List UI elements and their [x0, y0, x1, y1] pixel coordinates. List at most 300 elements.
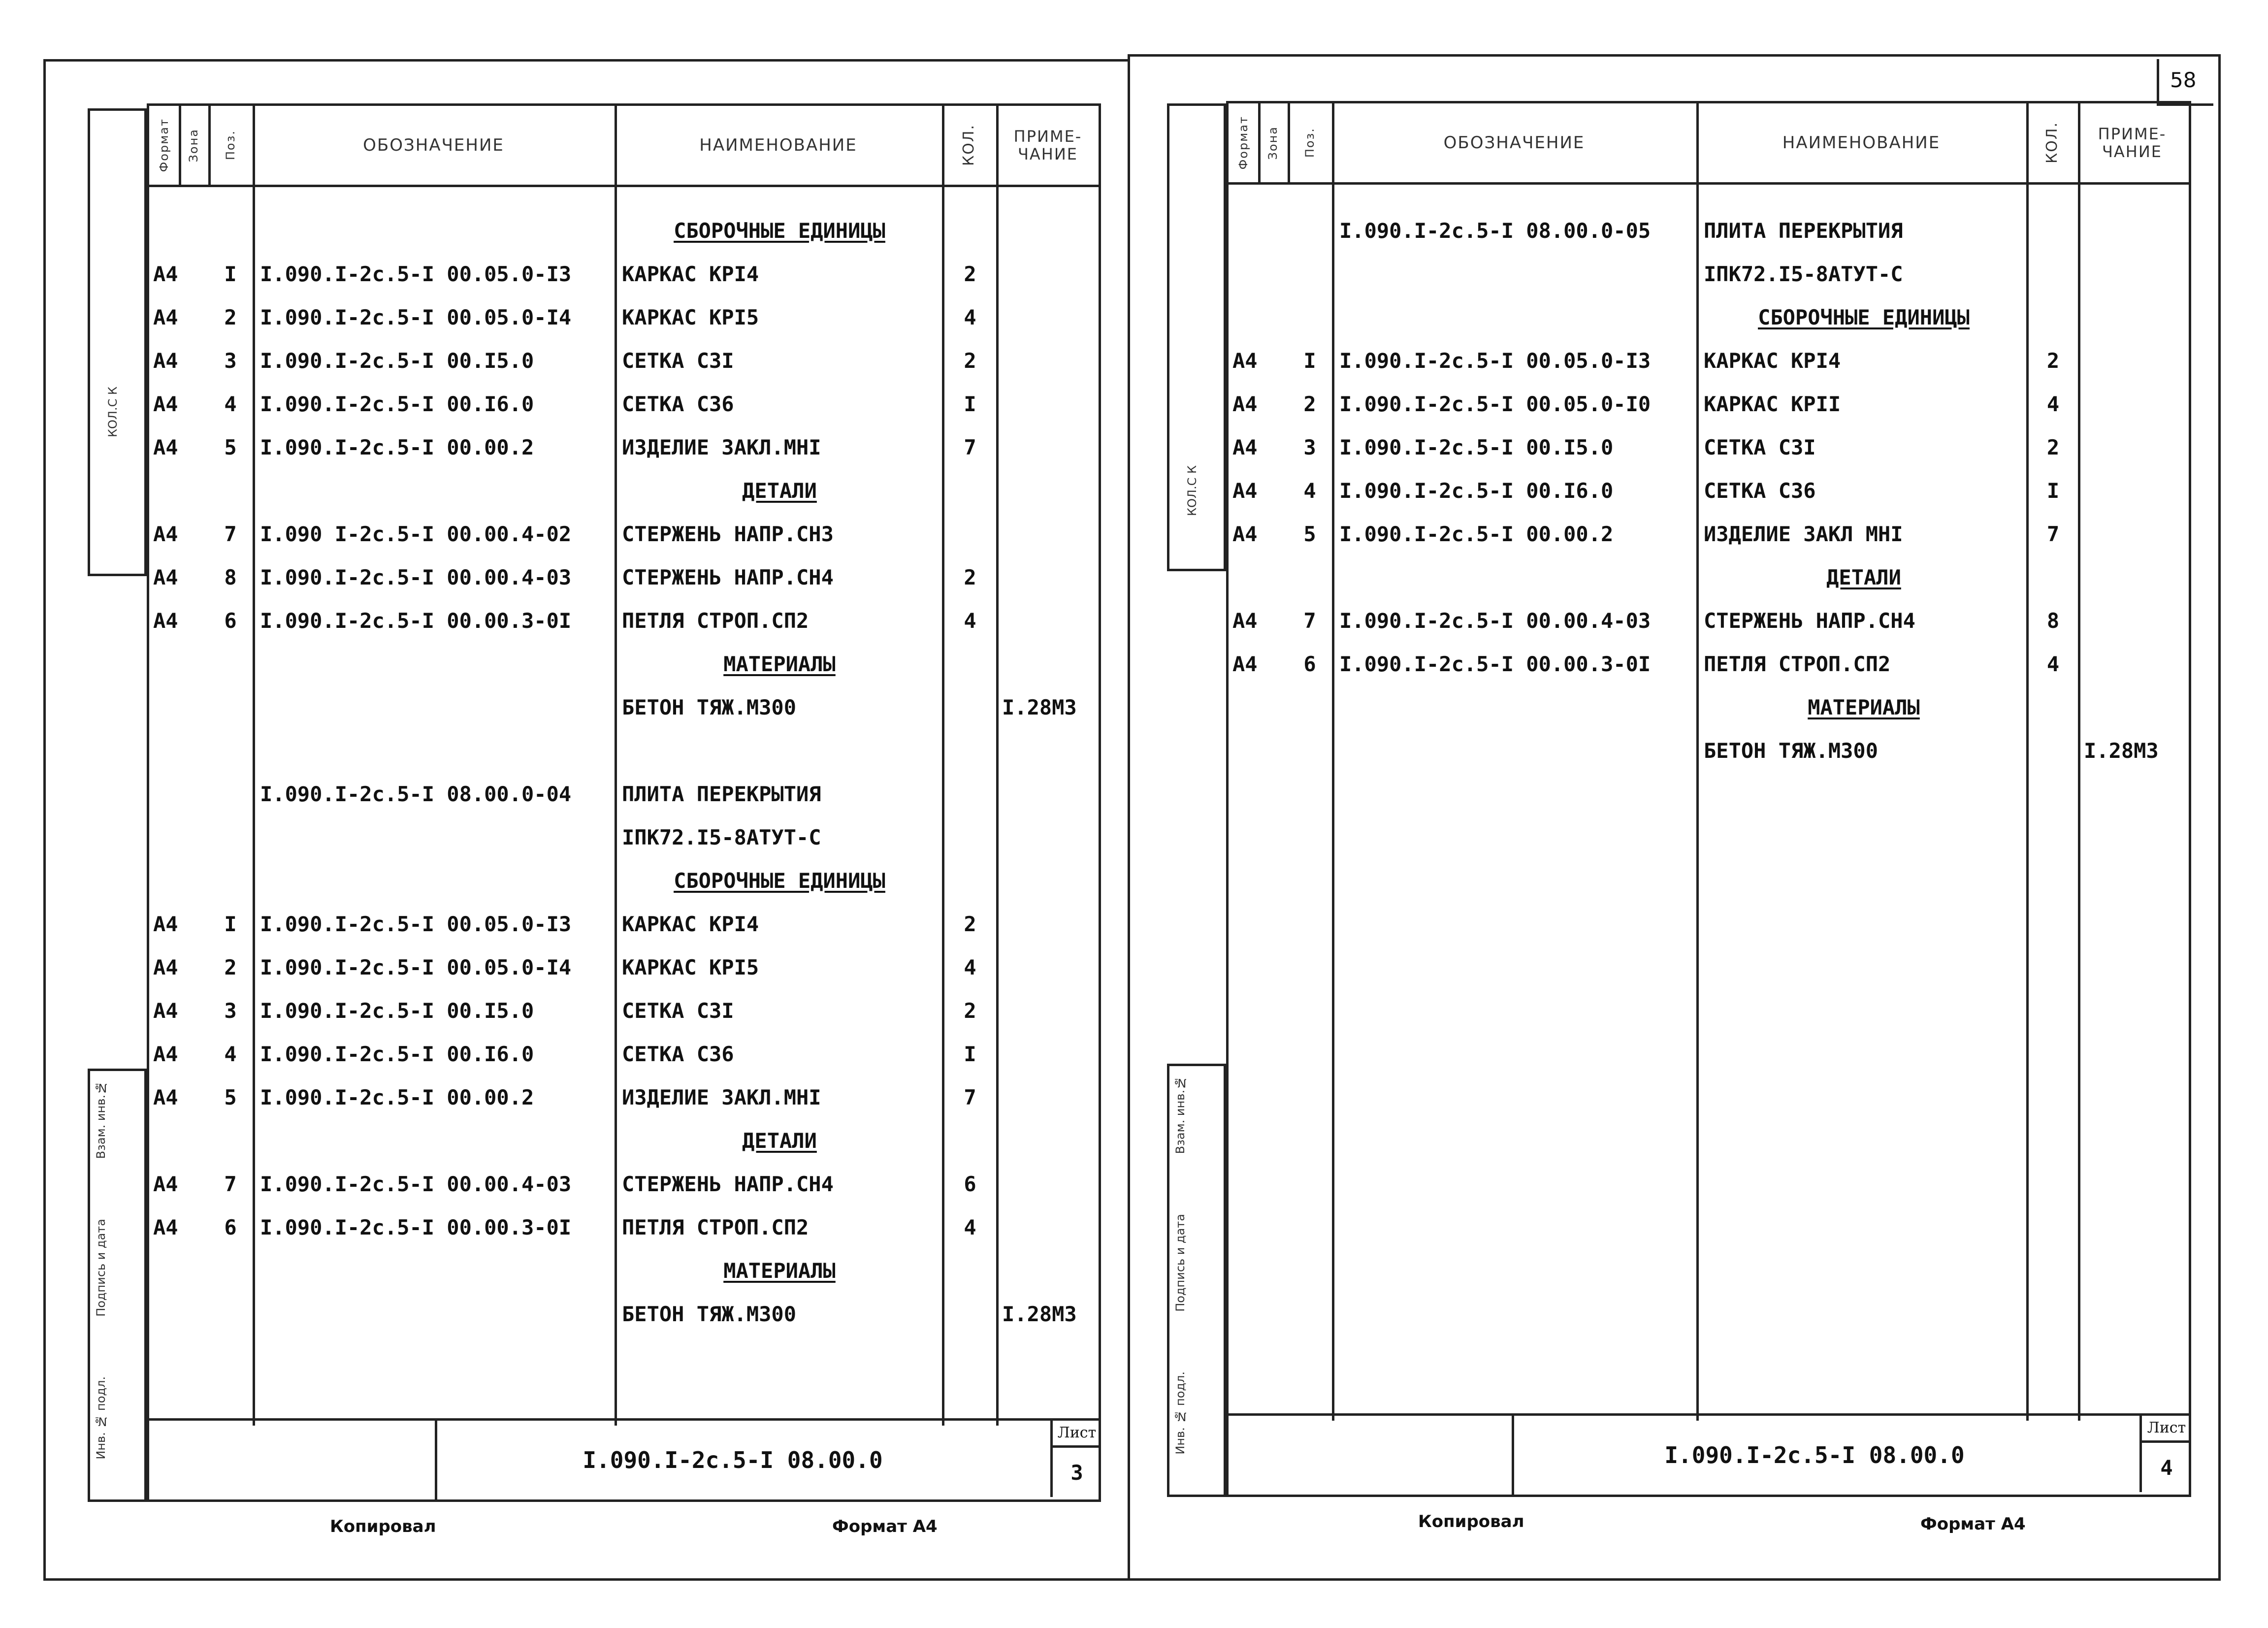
- left-side-label: КОЛ.С К: [106, 387, 120, 438]
- cell-qty: [948, 513, 992, 556]
- cell-format: А4: [1232, 349, 1258, 373]
- table-row: [149, 426, 1099, 469]
- table-row: [1229, 383, 2189, 426]
- cell-name: КАРКАС КРI4: [1704, 349, 1841, 373]
- table-row: [149, 339, 1099, 383]
- cell-designation: [1339, 686, 1694, 729]
- cell-pos: 6: [224, 1215, 237, 1239]
- cell-format: А4: [153, 349, 178, 373]
- cell-format: А4: [1232, 522, 1258, 546]
- cell-qty: 8: [2046, 609, 2060, 633]
- cell-note: [1002, 1076, 1098, 1119]
- cell-note: [2084, 513, 2187, 556]
- cell-pos: I: [1303, 349, 1316, 373]
- cell-designation: I.090.I-2с.5-I 00.I6.0: [1339, 479, 1614, 503]
- cell-pos: 3: [224, 349, 237, 373]
- cell-qty: 4: [2046, 392, 2060, 416]
- cell-designation: I.090.I-2с.5-I 00.05.0-I0: [1339, 392, 1651, 416]
- cell-qty: 2: [964, 262, 976, 286]
- right-stamp-label-2: Подпись и дата: [1173, 1214, 1187, 1312]
- table-row: [149, 816, 1099, 859]
- table-row: [149, 599, 1099, 643]
- cell-qty: 4: [964, 609, 976, 633]
- cell-format: [1232, 556, 1262, 599]
- cell-format: А4: [1232, 435, 1258, 459]
- right-sheet-number-box: [2139, 1416, 2191, 1492]
- cell-designation: I.090.I-2с.5-I 00.00.2: [260, 435, 534, 459]
- cell-qty: [2032, 686, 2074, 729]
- cell-pos: [1293, 686, 1327, 729]
- cell-qty: [948, 643, 992, 686]
- right-header-name: НАИМЕНОВАНИЕ: [1782, 133, 1941, 153]
- cell-name: ИЗДЕЛИЕ ЗАКЛ.МНI: [622, 1085, 821, 1109]
- cell-format: [153, 1249, 183, 1293]
- cell-name: СБОРОЧНЫЕ ЕДИНИЦЫ: [1758, 305, 1970, 329]
- table-row: [149, 556, 1099, 599]
- right-footer-copied: Копировал: [1418, 1512, 1524, 1531]
- cell-name: СБОРОЧНЫЕ ЕДИНИЦЫ: [674, 869, 885, 893]
- cell-name: ПЕТЛЯ СТРОП.СП2: [622, 1215, 809, 1239]
- cell-format: [153, 643, 183, 686]
- cell-qty: 4: [964, 955, 976, 979]
- cell-format: А4: [153, 565, 178, 589]
- cell-name: КАРКАС КРII: [1704, 392, 1841, 416]
- cell-format: А4: [153, 955, 178, 979]
- table-row: [1229, 426, 2189, 469]
- cell-designation: [260, 859, 612, 903]
- cell-note: [2084, 339, 2187, 383]
- table-row: [149, 903, 1099, 946]
- cell-note: [1002, 1249, 1098, 1293]
- table-row: [149, 1249, 1099, 1293]
- cell-designation: [1339, 296, 1694, 339]
- table-row: [149, 946, 1099, 989]
- cell-note: [2084, 686, 2187, 729]
- cell-format: [1232, 729, 1262, 773]
- cell-format: А4: [153, 435, 178, 459]
- table-row: [1229, 686, 2189, 729]
- cell-designation: [260, 643, 612, 686]
- table-row: [1229, 643, 2189, 686]
- cell-name: МАТЕРИАЛЫ: [723, 1259, 836, 1283]
- cell-qty: [948, 1249, 992, 1293]
- cell-designation: [260, 816, 612, 859]
- cell-note: [1002, 209, 1098, 253]
- cell-qty: I: [964, 392, 976, 416]
- cell-note: [1002, 469, 1098, 513]
- cell-designation: I.090.I-2с.5-I 00.05.0-I3: [1339, 349, 1651, 373]
- table-row: [1229, 556, 2189, 599]
- cell-qty: [2032, 556, 2074, 599]
- cell-note: [1002, 989, 1098, 1033]
- cell-note: [1002, 599, 1098, 643]
- right-sheet-number: 4: [2160, 1455, 2173, 1480]
- cell-name: КАРКАС КРI5: [622, 955, 759, 979]
- cell-designation: I.090.I-2с.5-I 00.05.0-I4: [260, 305, 572, 329]
- left-stamp-label-1: Инв. № подл.: [94, 1376, 108, 1460]
- table-row: [1229, 513, 2189, 556]
- cell-pos: [213, 773, 248, 816]
- cell-format: [1232, 296, 1262, 339]
- cell-designation: I.090.I-2с.5-I 08.00.0-05: [1339, 219, 1651, 243]
- cell-note: [1002, 556, 1098, 599]
- left-sheet-label: Лист: [1053, 1421, 1101, 1448]
- left-footer-copied: Копировал: [330, 1517, 436, 1536]
- table-row: [149, 1119, 1099, 1163]
- cell-format: А4: [153, 1172, 178, 1196]
- table-row: [149, 1206, 1099, 1249]
- cell-name: КАРКАС КРI5: [622, 305, 759, 329]
- cell-note: [2084, 383, 2187, 426]
- table-row: [149, 469, 1099, 513]
- cell-qty: 7: [964, 1085, 976, 1109]
- cell-qty: [2032, 253, 2074, 296]
- cell-format: [153, 859, 183, 903]
- cell-name: ИЗДЕЛИЕ ЗАКЛ.МНI: [622, 435, 821, 459]
- cell-designation: I.090.I-2с.5-I 00.00.2: [1339, 522, 1614, 546]
- cell-pos: 7: [224, 1172, 237, 1196]
- cell-name: СЕТКА С3I: [622, 999, 734, 1023]
- cell-format: А4: [1232, 609, 1258, 633]
- cell-format: [1232, 686, 1262, 729]
- cell-pos: 4: [224, 392, 237, 416]
- cell-pos: 3: [1303, 435, 1316, 459]
- left-header-format: Формат: [157, 118, 171, 172]
- table-row: [1229, 253, 2189, 296]
- right-header-format: Формат: [1236, 116, 1250, 170]
- cell-qty: 2: [964, 999, 976, 1023]
- cell-pos: [1293, 209, 1327, 253]
- cell-qty: [948, 729, 992, 773]
- cell-note: I.28М3: [1002, 1302, 1077, 1326]
- cell-designation: [1339, 556, 1694, 599]
- cell-name: СТЕРЖЕНЬ НАПР.СН4: [1704, 609, 1915, 633]
- cell-pos: [213, 469, 248, 513]
- cell-format: [153, 1293, 183, 1336]
- cell-pos: [213, 1293, 248, 1336]
- cell-note: [2084, 426, 2187, 469]
- right-sheet-label: Лист: [2142, 1416, 2191, 1443]
- cell-pos: 5: [1303, 522, 1316, 546]
- right-spec-table: [1226, 101, 2191, 1497]
- left-header-zone: Зона: [187, 128, 200, 163]
- cell-format: [153, 1119, 183, 1163]
- cell-name: КАРКАС КРI4: [622, 912, 759, 936]
- cell-designation: I.090.I-2с.5-I 00.00.3-0I: [260, 1215, 572, 1239]
- right-footer-format: Формат А4: [1920, 1514, 2026, 1534]
- cell-qty: [948, 1293, 992, 1336]
- table-row: [149, 729, 1099, 773]
- cell-pos: I: [224, 912, 237, 936]
- left-sheet-number: 3: [1070, 1460, 1083, 1485]
- cell-note: [1002, 903, 1098, 946]
- cell-name: ПЛИТА ПЕРЕКРЫТИЯ: [1704, 219, 1903, 243]
- cell-designation: [260, 209, 612, 253]
- cell-note: [1002, 426, 1098, 469]
- table-row: [149, 686, 1099, 729]
- table-row: [149, 513, 1099, 556]
- cell-format: А4: [153, 262, 178, 286]
- cell-pos: [213, 1249, 248, 1293]
- cell-pos: [1293, 556, 1327, 599]
- left-side-stamp: [88, 1069, 147, 1502]
- cell-format: [153, 773, 183, 816]
- cell-name: МАТЕРИАЛЫ: [1808, 695, 1920, 719]
- cell-designation: I.090.I-2с.5-I 00.I5.0: [1339, 435, 1614, 459]
- right-side-strip-top: [1167, 103, 1226, 571]
- table-row: [149, 1076, 1099, 1119]
- cell-note: [1002, 339, 1098, 383]
- cell-name: IПК72.I5-8АТУТ-С: [1704, 262, 1903, 286]
- cell-qty: 7: [2046, 522, 2060, 546]
- left-header-note: ПРИМЕ-ЧАНИЕ: [1013, 127, 1082, 163]
- cell-qty: [948, 773, 992, 816]
- cell-designation: I.090 I-2с.5-I 00.00.4-02: [260, 522, 572, 546]
- cell-designation: I.090.I-2с.5-I 00.I5.0: [260, 999, 534, 1023]
- cell-note: [1002, 1033, 1098, 1076]
- cell-qty: 2: [2046, 435, 2060, 459]
- cell-note: [1002, 1206, 1098, 1249]
- cell-qty: 2: [964, 565, 976, 589]
- cell-pos: 7: [1303, 609, 1316, 633]
- cell-pos: 4: [1303, 479, 1316, 503]
- page-number: 58: [2170, 68, 2197, 92]
- left-stamp-label-3: Взам. инв.№: [94, 1081, 108, 1159]
- cell-note: [1002, 296, 1098, 339]
- cell-note: [1002, 383, 1098, 426]
- cell-format: [1232, 209, 1262, 253]
- cell-name: СЕТКА С36: [622, 1042, 734, 1066]
- cell-designation: [260, 1119, 612, 1163]
- cell-format: [153, 729, 183, 773]
- cell-name: ПЛИТА ПЕРЕКРЫТИЯ: [622, 782, 821, 806]
- cell-format: А4: [153, 912, 178, 936]
- table-row: [149, 253, 1099, 296]
- cell-pos: I: [224, 262, 237, 286]
- cell-pos: [213, 209, 248, 253]
- left-document-code: I.090.I-2с.5-I 08.00.0: [583, 1447, 883, 1473]
- cell-designation: I.090.I-2с.5-I 00.00.3-0I: [1339, 652, 1651, 676]
- cell-format: А4: [153, 999, 178, 1023]
- cell-note: [2084, 556, 2187, 599]
- left-table-header: [149, 106, 1099, 187]
- cell-designation: I.090.I-2с.5-I 00.I6.0: [260, 1042, 534, 1066]
- table-row: [149, 383, 1099, 426]
- cell-name: СЕТКА С36: [622, 392, 734, 416]
- cell-designation: I.090.I-2с.5-I 00.05.0-I3: [260, 912, 572, 936]
- left-spec-table: [147, 103, 1101, 1502]
- left-title-block: [149, 1418, 1099, 1499]
- cell-pos: [213, 859, 248, 903]
- table-row: [149, 1293, 1099, 1336]
- cell-pos: 2: [224, 305, 237, 329]
- cell-designation: [260, 1249, 612, 1293]
- cell-designation: I.090.I-2с.5-I 00.00.4-03: [1339, 609, 1651, 633]
- cell-pos: [213, 686, 248, 729]
- table-row: [149, 296, 1099, 339]
- cell-format: А4: [1232, 479, 1258, 503]
- cell-designation: I.090.I-2с.5-I 00.00.2: [260, 1085, 534, 1109]
- right-side-stamp: [1167, 1064, 1226, 1497]
- cell-name: СТЕРЖЕНЬ НАПР.СН4: [622, 565, 834, 589]
- cell-designation: I.090.I-2с.5-I 00.I6.0: [260, 392, 534, 416]
- cell-qty: 2: [964, 912, 976, 936]
- cell-note: [1002, 816, 1098, 859]
- cell-designation: I.090.I-2с.5-I 00.00.4-03: [260, 565, 572, 589]
- right-header-note: ПРИМЕ-ЧАНИЕ: [2098, 125, 2167, 161]
- right-stamp-label-1: Инв. № подл.: [1173, 1371, 1187, 1455]
- cell-name: СЕТКА С3I: [622, 349, 734, 373]
- table-row: [149, 859, 1099, 903]
- cell-designation: [260, 1293, 612, 1336]
- cell-name: ДЕТАЛИ: [742, 1129, 817, 1153]
- cell-designation: [1339, 253, 1694, 296]
- table-row: [1229, 296, 2189, 339]
- cell-note: [2084, 469, 2187, 513]
- cell-designation: I.090.I-2с.5-I 00.00.4-03: [260, 1172, 572, 1196]
- cell-note: I.28М3: [1002, 695, 1077, 719]
- cell-pos: [213, 643, 248, 686]
- cell-pos: [1293, 296, 1327, 339]
- cell-note: [2084, 599, 2187, 643]
- cell-designation: [260, 729, 612, 773]
- cell-format: А4: [153, 1215, 178, 1239]
- page-number-box: [2157, 59, 2213, 106]
- cell-qty: 6: [964, 1172, 976, 1196]
- table-row: [149, 1033, 1099, 1076]
- cell-pos: 7: [224, 522, 237, 546]
- cell-pos: 5: [224, 435, 237, 459]
- cell-format: А4: [153, 1085, 178, 1109]
- cell-format: А4: [1232, 392, 1258, 416]
- cell-qty: [2032, 296, 2074, 339]
- cell-qty: [948, 1119, 992, 1163]
- cell-format: А4: [153, 609, 178, 633]
- cell-pos: [1293, 729, 1327, 773]
- cell-note: [1002, 946, 1098, 989]
- cell-note: [1002, 729, 1098, 773]
- table-row: [149, 209, 1099, 253]
- right-header-pos: Поз.: [1303, 128, 1317, 158]
- cell-designation: [260, 686, 612, 729]
- cell-note: [1002, 1119, 1098, 1163]
- cell-note: [1002, 253, 1098, 296]
- table-row: [149, 773, 1099, 816]
- cell-pos: 2: [224, 955, 237, 979]
- cell-designation: [260, 469, 612, 513]
- table-row: [1229, 599, 2189, 643]
- left-header-name: НАИМЕНОВАНИЕ: [699, 135, 857, 155]
- cell-pos: [213, 729, 248, 773]
- cell-note: [1002, 513, 1098, 556]
- cell-name: IПК72.I5-8АТУТ-С: [622, 825, 821, 849]
- cell-qty: [948, 859, 992, 903]
- right-stamp-label-3: Взам. инв.№: [1173, 1076, 1187, 1154]
- cell-note: [2084, 643, 2187, 686]
- cell-qty: [948, 686, 992, 729]
- cell-format: А4: [153, 305, 178, 329]
- cell-name: [622, 729, 937, 773]
- cell-format: А4: [1232, 652, 1258, 676]
- cell-designation: I.090.I-2с.5-I 00.05.0-I3: [260, 262, 572, 286]
- cell-qty: 4: [2046, 652, 2060, 676]
- cell-name: СТЕРЖЕНЬ НАПР.СН3: [622, 522, 834, 546]
- cell-note: [2084, 296, 2187, 339]
- cell-note: [2084, 253, 2187, 296]
- cell-qty: 7: [964, 435, 976, 459]
- right-title-block: [1229, 1413, 2189, 1495]
- cell-format: А4: [153, 392, 178, 416]
- cell-pos: 4: [224, 1042, 237, 1066]
- right-table-header: [1229, 103, 2189, 185]
- cell-pos: [213, 1119, 248, 1163]
- left-stamp-label-2: Подпись и дата: [94, 1219, 108, 1317]
- table-row: [1229, 729, 2189, 773]
- cell-name: СЕТКА С3I: [1704, 435, 1816, 459]
- left-header-qty: КОЛ.: [960, 124, 977, 166]
- cell-name: БЕТОН ТЯЖ.М300: [1704, 739, 1879, 763]
- table-row: [1229, 339, 2189, 383]
- left-header-pos: Поз.: [224, 130, 237, 161]
- table-row: [149, 1163, 1099, 1206]
- table-row: [1229, 209, 2189, 253]
- cell-pos: [213, 816, 248, 859]
- table-row: [149, 989, 1099, 1033]
- right-document-code: I.090.I-2с.5-I 08.00.0: [1664, 1442, 1965, 1468]
- cell-designation: I.090.I-2с.5-I 00.I5.0: [260, 349, 534, 373]
- cell-name: СБОРОЧНЫЕ ЕДИНИЦЫ: [674, 219, 885, 243]
- cell-qty: 2: [964, 349, 976, 373]
- left-footer-format: Формат А4: [832, 1517, 938, 1536]
- cell-qty: [948, 469, 992, 513]
- right-header-qty: КОЛ.: [2043, 122, 2061, 164]
- cell-name: СЕТКА С36: [1704, 479, 1816, 503]
- cell-qty: 4: [964, 1215, 976, 1239]
- cell-name: ПЕТЛЯ СТРОП.СП2: [622, 609, 809, 633]
- cell-qty: [2032, 729, 2074, 773]
- right-header-zone: Зона: [1266, 126, 1280, 160]
- cell-name: БЕТОН ТЯЖ.М300: [622, 1302, 797, 1326]
- cell-name: СТЕРЖЕНЬ НАПР.СН4: [622, 1172, 834, 1196]
- left-side-strip-top: [88, 108, 147, 576]
- cell-qty: [948, 209, 992, 253]
- cell-name: ДЕТАЛИ: [1826, 565, 1901, 589]
- cell-qty: I: [964, 1042, 976, 1066]
- left-header-designation: ОБОЗНАЧЕНИЕ: [363, 135, 504, 155]
- cell-pos: 3: [224, 999, 237, 1023]
- cell-format: [153, 209, 183, 253]
- cell-format: [153, 469, 183, 513]
- cell-qty: [948, 816, 992, 859]
- cell-note: [2084, 209, 2187, 253]
- cell-name: ДЕТАЛИ: [742, 479, 817, 503]
- cell-note: [1002, 1163, 1098, 1206]
- cell-format: А4: [153, 522, 178, 546]
- cell-designation: I.090.I-2с.5-I 00.00.3-0I: [260, 609, 572, 633]
- left-sheet-number-box: [1050, 1421, 1101, 1497]
- cell-format: [153, 686, 183, 729]
- cell-note: [1002, 773, 1098, 816]
- cell-qty: 2: [2046, 349, 2060, 373]
- cell-designation: I.090.I-2с.5-I 08.00.0-04: [260, 782, 572, 806]
- cell-name: КАРКАС КРI4: [622, 262, 759, 286]
- cell-pos: 8: [224, 565, 237, 589]
- cell-qty: [2032, 209, 2074, 253]
- cell-note: I.28М3: [2084, 739, 2159, 763]
- cell-format: [1232, 253, 1262, 296]
- cell-qty: 4: [964, 305, 976, 329]
- cell-name: МАТЕРИАЛЫ: [723, 652, 836, 676]
